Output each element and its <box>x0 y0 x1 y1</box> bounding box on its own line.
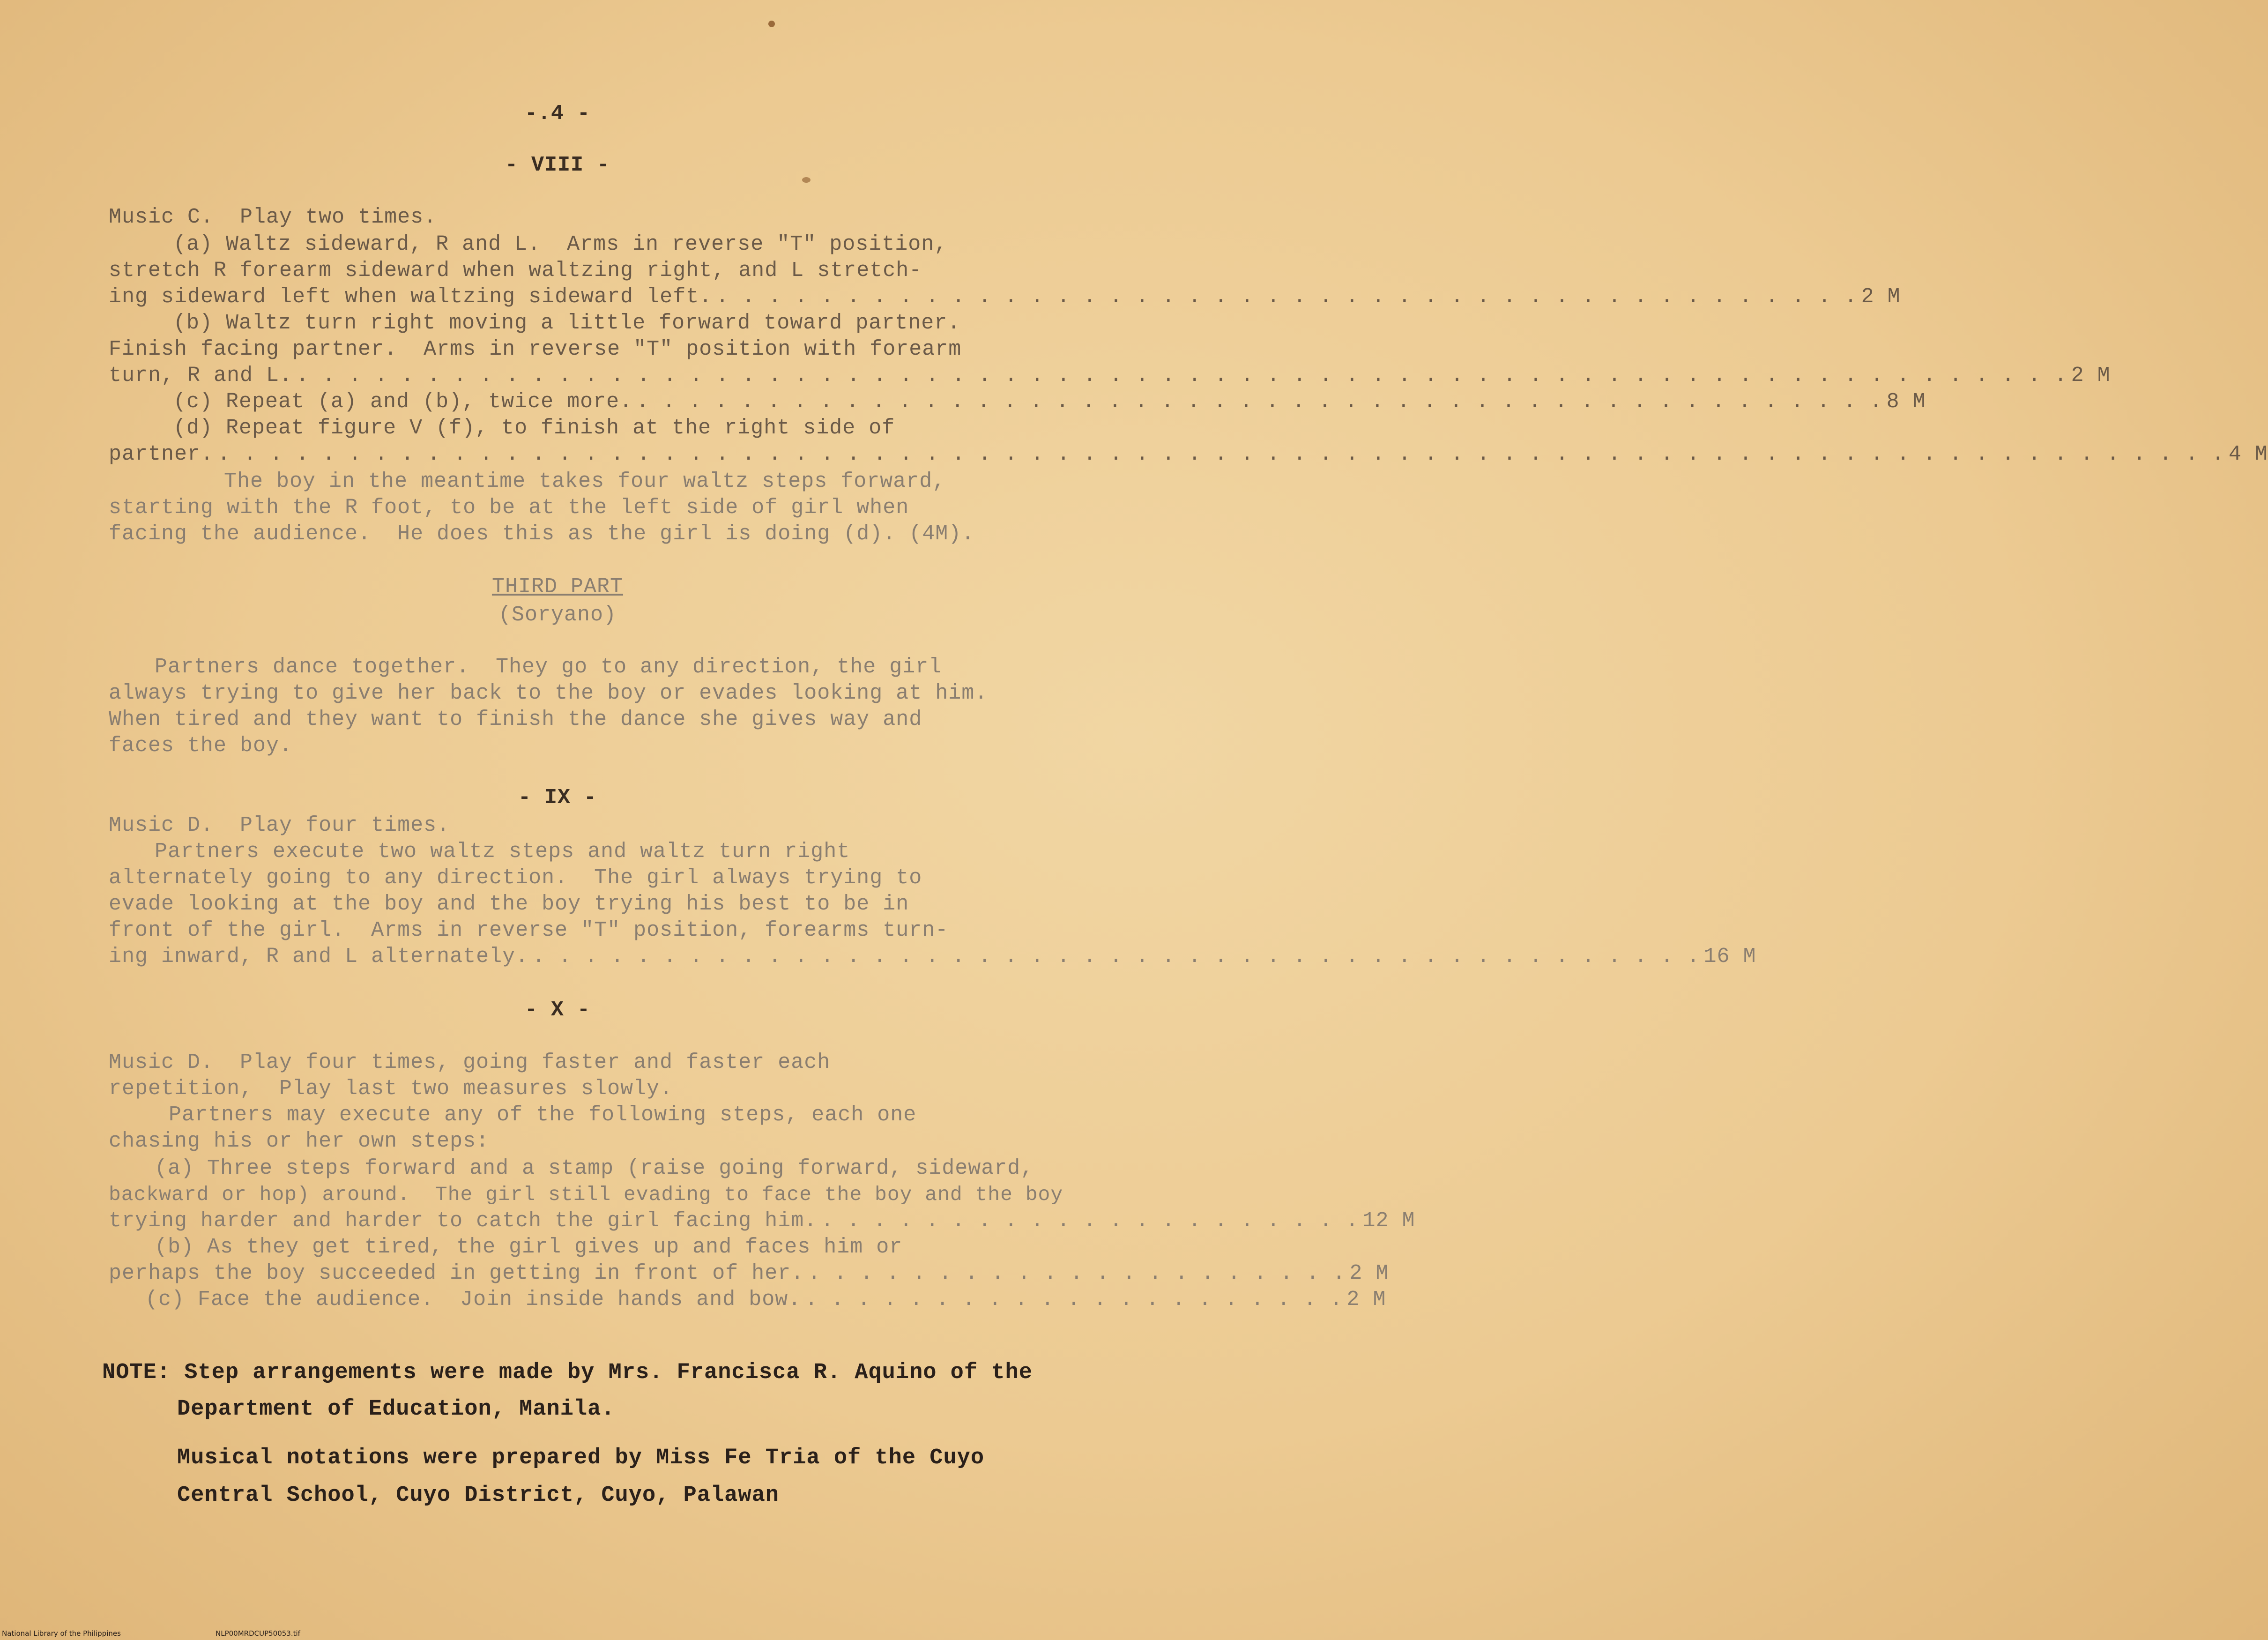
viii-boy-line2: starting with the R foot, to be at the left side of girl when <box>109 496 909 520</box>
viii-d-measure: 4 M <box>2228 442 2268 466</box>
viii-boy-line1: The boy in the meantime takes four waltz steps forward, <box>224 470 946 493</box>
x-b-text: perhaps the boy succeeded in getting in front of her. <box>109 1261 804 1285</box>
x-b-line2 <box>109 1260 1389 1287</box>
leader-dots: . . . . . . . . . . . . . . . . . . . . . . . . . . . . . . . . . . . . . . . . . . . . . . . . <box>636 390 1883 414</box>
note-line1: NOTE: Step arrangements were made by Mrs. Francisca R. Aquino of the <box>102 1360 1033 1385</box>
footer-filename: NLP00MRDCUP50053.tif <box>216 1629 300 1638</box>
viii-b-line3 <box>109 363 2111 389</box>
page-number: -.4 - <box>524 102 591 126</box>
x-b-line1: (b) As they get tired, the girl gives up and faces him or <box>155 1235 903 1259</box>
note-line2: Department of Education, Manila. <box>177 1397 615 1422</box>
viii-b-line2: Finish facing partner. Arms in reverse "T" position with forearm <box>109 337 962 361</box>
x-intro-line1: Partners may execute any of the following steps, each one <box>169 1103 917 1127</box>
viii-a-line3 <box>109 284 1901 310</box>
leader-dots: . . . . . . . . . . . . . . . . . . . . . <box>808 1261 1346 1285</box>
viii-c-measure: 8 M <box>1886 390 1926 414</box>
viii-d-text: partner. <box>109 442 214 466</box>
x-a-text: trying harder and harder to catch the girl facing him. <box>109 1209 818 1233</box>
leader-dots: . . . . . . . . . . . . . . . . . . . . . . . . . . . . . . . . . . . . . . . . . . . . . . . . . . . . . . . . . . . . . . . . . . . . . . . . . . . . . <box>217 442 2225 466</box>
ix-text: ing inward, R and L alternately. <box>109 945 529 969</box>
section-viii-heading: - VIII - <box>505 153 610 177</box>
viii-c-line <box>173 389 1926 415</box>
viii-c-text: (c) Repeat (a) and (b), twice more. <box>173 390 633 414</box>
x-music-line1: Music D. Play four times, going faster and faster each <box>109 1051 831 1074</box>
viii-d-line1: (d) Repeat figure V (f), to finish at the right side of <box>173 416 895 440</box>
x-c-text: (c) Face the audience. Join inside hands and bow. <box>145 1288 802 1312</box>
third-part-line1: Partners dance together. They go to any direction, the girl <box>155 655 942 679</box>
x-c-measure: 2 M <box>1346 1288 1386 1312</box>
third-part-line2: always trying to give her back to the boy or evades looking at him. <box>109 681 988 705</box>
ix-line2: alternately going to any direction. The girl always trying to <box>109 866 922 890</box>
x-a-line2: backward or hop) around. The girl still evading to face the boy and the boy <box>109 1183 1063 1206</box>
ix-music: Music D. Play four times. <box>109 813 450 837</box>
x-music-line2: repetition, Play last two measures slowly. <box>109 1077 673 1101</box>
viii-a-measure: 2 M <box>1861 285 1901 309</box>
viii-d-line2 <box>109 441 2268 468</box>
section-ix-heading: - IX - <box>518 786 597 810</box>
ix-line3: evade looking at the boy and the boy trying his best to be in <box>109 892 909 916</box>
ix-measure: 16 M <box>1703 945 1756 969</box>
viii-music: Music C. Play two times. <box>109 205 437 229</box>
third-part-line3: When tired and they want to finish the dance she gives way and <box>109 708 922 731</box>
ix-line1: Partners execute two waltz steps and waltz turn right <box>155 840 850 864</box>
leader-dots: . . . . . . . . . . . . . . . . . . . . . <box>821 1209 1359 1233</box>
x-c-line <box>145 1287 1386 1313</box>
note-line3: Musical notations were prepared by Miss Fe Tria of the Cuyo <box>177 1446 985 1470</box>
viii-b-text: turn, R and L. <box>109 364 293 388</box>
leader-dots: . . . . . . . . . . . . . . . . . . . . . . . . . . . . . . . . . . . . . . . . . . . . <box>716 285 1858 309</box>
x-a-line1: (a) Three steps forward and a stamp (raise going forward, sideward, <box>155 1156 1034 1180</box>
third-part-line4: faces the boy. <box>109 734 293 758</box>
x-a-measure: 12 M <box>1362 1209 1415 1233</box>
section-x-heading: - X - <box>524 998 591 1022</box>
third-part-subheading: (Soryano) <box>498 603 617 627</box>
x-b-measure: 2 M <box>1349 1261 1389 1285</box>
paper-speck <box>768 21 775 27</box>
leader-dots: . . . . . . . . . . . . . . . . . . . . . . . . . . . . . . . . . . . . . . . . . . . . . <box>532 945 1700 969</box>
ix-line5 <box>109 944 1756 970</box>
viii-a-line2: stretch R forearm sideward when waltzing right, and L stretch- <box>109 259 922 283</box>
viii-a-text: ing sideward left when waltzing sideward left. <box>109 285 713 309</box>
x-intro-line2: chasing his or her own steps: <box>109 1129 490 1153</box>
viii-b-measure: 2 M <box>2071 364 2111 388</box>
leader-dots: . . . . . . . . . . . . . . . . . . . . . <box>805 1288 1343 1312</box>
third-part-heading: THIRD PART <box>491 575 624 599</box>
viii-a-line1: (a) Waltz sideward, R and L. Arms in reverse "T" position, <box>173 232 948 256</box>
ix-line4: front of the girl. Arms in reverse "T" position, forearms turn- <box>109 918 949 942</box>
x-a-line3 <box>109 1208 1415 1234</box>
viii-b-line1: (b) Waltz turn right moving a little forward toward partner. <box>173 311 961 335</box>
note-line4: Central School, Cuyo District, Cuyo, Palawan <box>177 1483 780 1508</box>
footer-library: National Library of the Philippines <box>2 1629 121 1638</box>
viii-boy-line3: facing the audience. He does this as the girl is doing (d). (4M). <box>109 522 975 546</box>
leader-dots: . . . . . . . . . . . . . . . . . . . . . . . . . . . . . . . . . . . . . . . . . . . . . . . . . . . . . . . . . . . . . . . . . . . . <box>296 364 2067 388</box>
